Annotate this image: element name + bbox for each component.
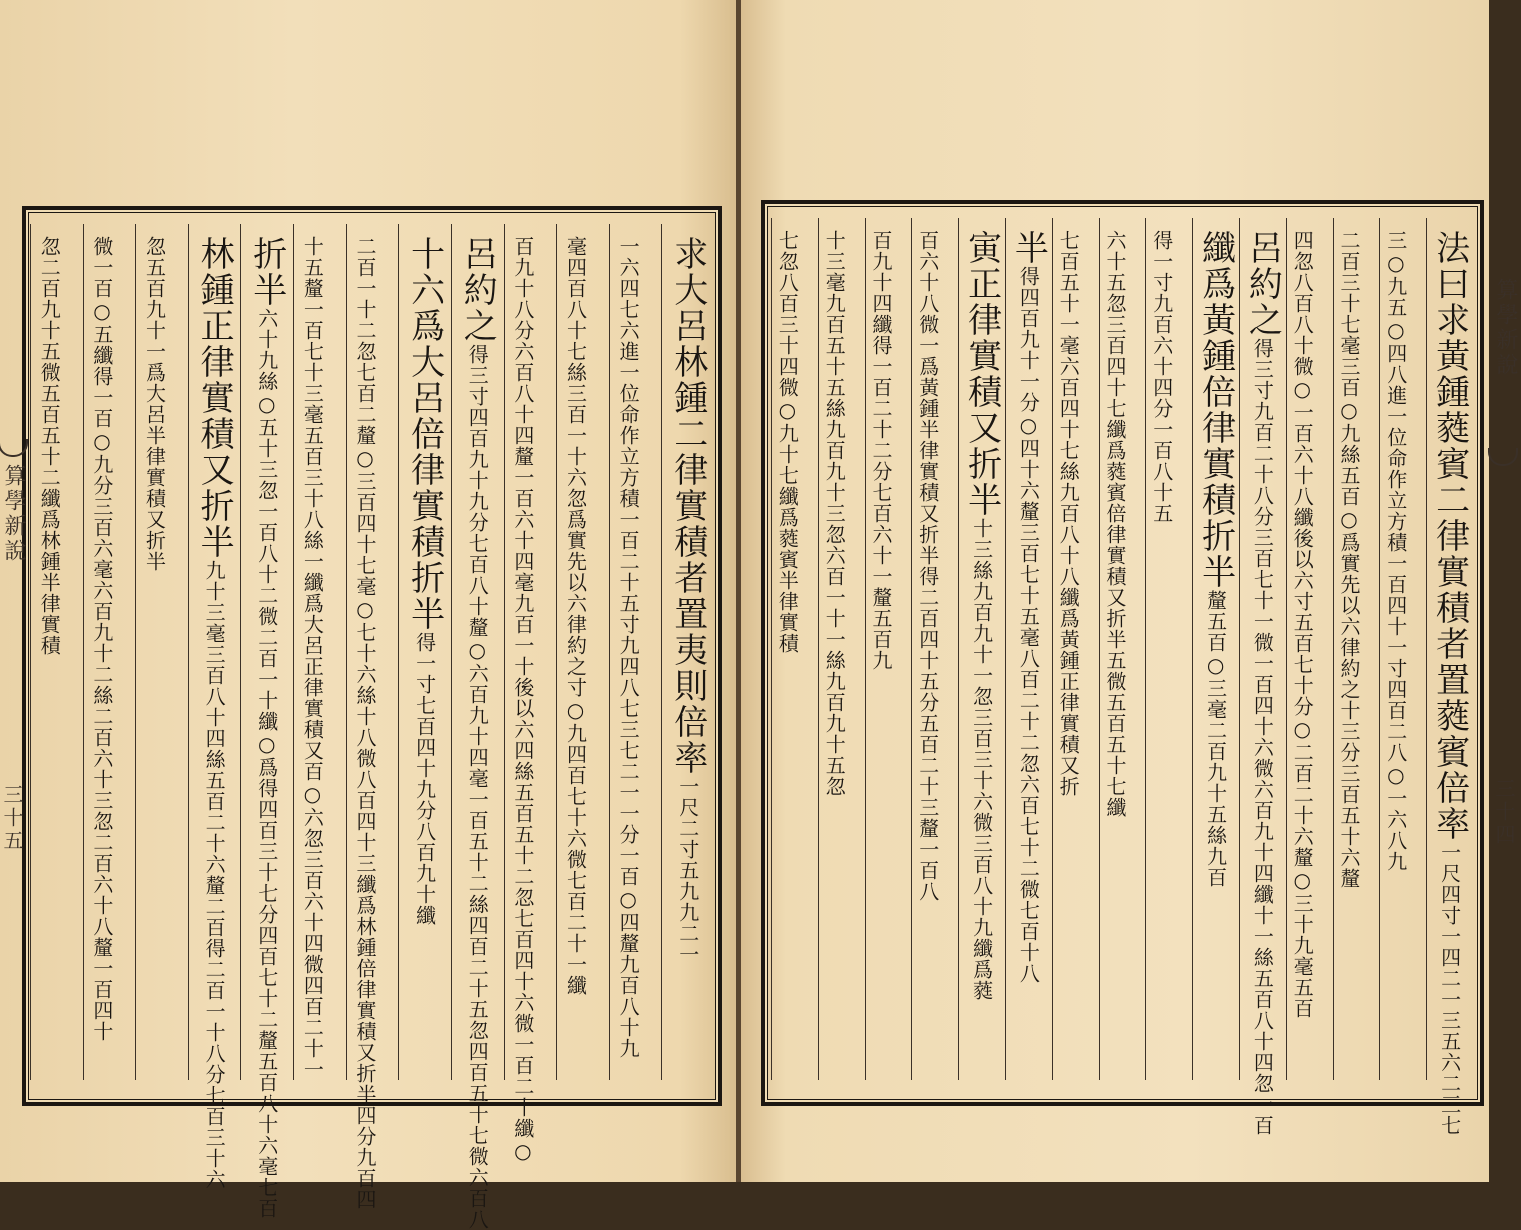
column-rule	[1005, 218, 1006, 1080]
text-column	[144, 236, 166, 572]
column-rule	[1239, 218, 1240, 1080]
annotation-text: 六十五忽三百四十七纖爲蕤賓倍律實積又折半五微五百五十七纖	[1103, 230, 1127, 818]
main-text: 林鍾正律實積又折半	[194, 236, 235, 560]
text-column	[667, 236, 708, 965]
annotation-text: 得三寸四百九十九分七百八十釐○六百九十四毫一百五十二絲四百二十五忽四百五十七微六百八	[465, 344, 490, 1230]
annotation-text: 百六十八微一爲黃鍾半律實積又折半得二百四十五分五百二十三釐一百八	[915, 230, 940, 902]
annotation-text: 十五釐一百七十三毫五百三十八絲一纖爲大呂正律實積又百○六忽三百六十四微四百二十一	[300, 236, 325, 1080]
text-column	[457, 236, 498, 1230]
left-folio: 三十五	[0, 784, 24, 853]
main-text: 十六爲大呂倍律實積折半	[404, 236, 445, 632]
column-rule	[451, 224, 452, 1080]
text-column	[870, 230, 892, 671]
text-column	[246, 236, 287, 1219]
column-rule	[293, 224, 294, 1080]
annotation-text: 一尺四寸一四二一三五六二三七	[1437, 842, 1462, 1136]
column-rule	[865, 218, 866, 1080]
right-strip-title: 算學新說	[1493, 278, 1518, 378]
text-column	[823, 230, 845, 797]
left-center-strip	[0, 224, 26, 1088]
text-column	[564, 236, 586, 996]
text-column	[1151, 230, 1173, 524]
left-page	[0, 0, 738, 1230]
column-rule	[504, 224, 505, 1080]
fish-tail-ornament	[0, 439, 28, 457]
annotation-text: 七忽八百三十四微○九十七纖爲蕤賓半律實積	[775, 230, 800, 654]
text-column	[1057, 230, 1079, 797]
text-column	[300, 236, 325, 1080]
annotation-text: 十三絲九百九十一忽三百三十六微三百八十九纖爲蕤	[969, 518, 994, 1001]
annotation-text: 九十三毫三百八十四絲五百二十六釐二百得二百一十八分七百三十六	[202, 560, 227, 1190]
text-column	[961, 230, 1002, 1001]
text-column	[1242, 230, 1283, 1136]
column-rule	[240, 224, 241, 1080]
text-column	[1429, 230, 1470, 1136]
column-rule	[661, 224, 662, 1080]
left-strip-title: 算學新說	[1, 464, 26, 564]
column-rule	[83, 224, 84, 1080]
annotation-text: 六十九絲○五十三忽一百八十二微二百一十纖○爲得四百三十七分四百七十二釐五百八十六毫七百	[254, 308, 279, 1219]
main-text: 折半	[246, 236, 287, 308]
column-rule	[1333, 218, 1334, 1080]
main-text: 半	[1008, 230, 1049, 266]
column-rule	[398, 224, 399, 1080]
text-column	[776, 230, 798, 654]
annotation-text: 四忽八百八十微○一百六十八纖後以六寸五百七十分○二百二十六釐○三十九毫五百	[1290, 230, 1315, 1019]
column-rule	[1052, 218, 1053, 1080]
main-text: 呂約之	[457, 236, 498, 344]
annotation-text: 忽五百九十一爲大呂半律實積又折半	[142, 236, 167, 572]
column-rule	[771, 218, 772, 1080]
text-column	[510, 236, 535, 1164]
fish-tail-ornament	[1488, 448, 1518, 466]
column-rule	[1379, 218, 1380, 1080]
text-column	[1338, 230, 1360, 889]
column-rule	[346, 224, 347, 1080]
text-column	[917, 230, 939, 902]
text-column	[617, 236, 639, 1059]
column-rule	[1426, 218, 1427, 1080]
text-column	[38, 236, 60, 656]
annotation-text: 二百三十七毫三百○九絲五百○爲實先以六律約之十三分三百五十六釐	[1337, 230, 1361, 889]
annotation-text: 得一寸七百四十九分八百九十纖	[412, 632, 437, 926]
annotation-text: 得一寸九百六十四分一百八十五	[1149, 230, 1174, 524]
main-text: 呂約之	[1242, 230, 1283, 338]
annotation-text: 一六四七六進一位命作立方積一百二十五寸九四八七三七二一一分一百○四釐九百八十九	[616, 236, 641, 1059]
annotation-text: 得四百九十一分○四十六釐三百七十五毫八百二十二忽六百七十二微七百十八	[1016, 266, 1041, 984]
text-column	[194, 236, 235, 1190]
annotation-text: 百九十八分六百八十四釐一百六十四毫九百一十後以六四絲五百五十二忽七百四十六微一百二十纖○	[510, 236, 535, 1164]
annotation-text: 釐五百○三毫二百九十五絲九百	[1203, 590, 1228, 888]
annotation-text: 二百一十二忽七百二釐○三百四十七毫○七十六絲十八微八百四十三纖爲林鍾倍律實積又折半四分九百四	[353, 236, 377, 1210]
column-rule	[30, 224, 31, 1080]
right-folio: 三十四	[1492, 778, 1516, 847]
main-text: 法曰求黃鍾蕤賓二律實積者置蕤賓倍率	[1429, 230, 1470, 842]
right-center-strip	[1484, 218, 1518, 1088]
text-column	[91, 236, 113, 1042]
annotation-text: 十三毫九百五十五絲九百九十三忽六百一十一絲九百九十五忽	[822, 230, 847, 797]
right-page	[741, 0, 1518, 1182]
annotation-text: 微一百○五纖得一百○九分三百六毫六百九十二絲二百六十三忽二百六十八釐一百四十	[89, 236, 114, 1042]
text-column	[1291, 230, 1313, 1019]
text-column	[1195, 230, 1236, 888]
annotation-text: 三○九五○四八進一位命作立方積一百四十一寸四百二八○一六八九	[1383, 230, 1408, 872]
annotation-text: 得三寸九百二十八分三百七十一微一百四十六微六百九十四纖十一絲五百八十四忽一百	[1250, 338, 1275, 1136]
text-column	[404, 236, 445, 926]
main-text: 求大呂林鍾二律實積者置夷則倍率	[667, 236, 708, 776]
annotation-text: 忽二百九十五微五百五十二纖爲林鍾半律實積	[37, 236, 62, 656]
column-rule	[1145, 218, 1146, 1080]
annotation-text: 一尺二寸五九九二一	[675, 776, 700, 965]
column-rule	[1192, 218, 1193, 1080]
column-rule	[958, 218, 959, 1080]
text-column	[1385, 230, 1407, 872]
column-rule	[911, 218, 912, 1080]
annotation-text: 百九十四纖得一百二十二分七百六十一釐五百九	[869, 230, 893, 671]
column-rule	[1099, 218, 1100, 1080]
text-column	[1104, 230, 1126, 818]
column-rule	[818, 218, 819, 1080]
column-rule	[188, 224, 189, 1080]
annotation-text: 七百五十一毫六百四十七絲九百八十八纖爲黃鍾正律實積又折	[1056, 230, 1081, 797]
column-rule	[135, 224, 136, 1080]
annotation-text: 毫四百八十七絲三百一十六忽爲實先以六律約之寸○九四百七十六微七百二十一纖	[563, 236, 588, 996]
column-rule	[556, 224, 557, 1080]
main-text: 纖爲黃鍾倍律實積折半	[1195, 230, 1236, 590]
text-column	[1008, 230, 1049, 984]
column-rule	[609, 224, 610, 1080]
text-column	[353, 236, 377, 1210]
column-rule	[1286, 218, 1287, 1080]
main-text: 寅正律實積又折半	[961, 230, 1002, 518]
